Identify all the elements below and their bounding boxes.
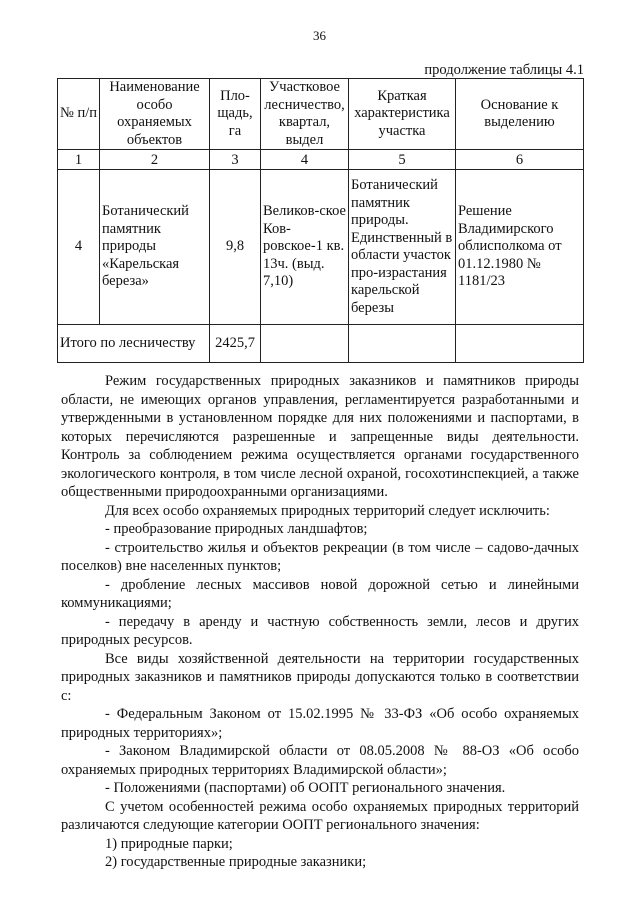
column-number: 6 [456,150,584,170]
header-description: Краткая характеристика участка [349,79,456,150]
list-item: 1) природные парки; [105,835,233,852]
page-number: 36 [313,28,326,43]
header-area: Пло-щадь, га [210,79,261,150]
header-name: Наименование особо охраняемых объектов [100,79,210,150]
body-text [61,372,579,872]
object-description: Ботанический памятник природы. Единственный в области участок про-израстания карельской березы [349,170,456,325]
list-item: - Положениями (паспортами) об ООПТ регионального значения. [105,780,506,796]
empty-cell [456,325,584,363]
object-area: 9,8 [210,170,261,325]
paragraph: Все виды хозяйственной деятельности на территории государственных природных заказников и памятников природы допускаются только в соответствии с: [61,650,579,704]
paragraph: Режим государственных природных заказников и памятников природы области, не имеющих органов управления, регламентируется разработанными и утвержденными в установленном порядке для них положениями и паспортами, в которых перечисляются разрешенные и запрещенные виды деятельности. Контроль за соблюдением режима осуществляется органами государственного экологического контроля, в том числе лесной охраной, госохотинспекцией, а также общественными природоохранными организациями. [61,373,579,500]
column-number: 3 [210,150,261,170]
empty-cell [261,325,349,363]
table-header-row [58,79,584,150]
list-item: - передачу в аренду и частную собственность земли, лесов и других природных ресурсов. [61,613,579,648]
header-number: № п/п [58,79,100,150]
column-number: 5 [349,150,456,170]
total-label: Итого по лесничеству [58,325,210,363]
object-name: Ботанический памятник природы «Карельская береза» [100,170,210,325]
list-item: - строительство жилья и объектов рекреации (в том числе – садово-дачных поселков) вне населенных пунктов; [61,539,579,574]
row-number: 4 [58,170,100,325]
column-number: 2 [100,150,210,170]
paragraph: С учетом особенностей режима особо охраняемых природных территорий различаются следующие категории ООПТ регионального значения: [61,798,579,833]
column-number: 1 [58,150,100,170]
empty-cell [349,325,456,363]
list-item: - Федеральным Законом от 15.02.1995 № 33-ФЗ «Об особо охраняемых природных территориях»; [61,706,579,741]
total-row [58,325,584,363]
table-row [58,170,584,325]
list-item: - Законом Владимирской области от 08.05.2008 № 88-ОЗ «Об особо охраняемых природных территориях Владимирской области»; [61,743,579,778]
object-location: Великов-ское Ков-ровское-1 кв. 13ч. (выд. 7,10) [261,170,349,325]
column-numbers-row [58,150,584,170]
list-item: - дробление лесных массивов новой дорожной сетью и линейными коммуникациями; [61,576,579,611]
list-item: 2) государственные природные заказники; [105,854,367,870]
object-basis: Решение Владимирского облисполкома от 01.12.1980 № 1181/23 [456,170,584,325]
column-number: 4 [261,150,349,170]
list-item: - преобразование природных ландшафтов; [105,521,368,537]
protected-areas-table [57,78,584,363]
header-location: Участковое лесничество, квартал, выдел [261,79,349,150]
table-caption: продолжение таблицы 4.1 [424,62,584,78]
total-area: 2425,7 [210,325,261,363]
paragraph: Для всех особо охраняемых природных территорий следует исключить: [105,502,550,519]
header-basis: Основание к выделению [456,79,584,150]
